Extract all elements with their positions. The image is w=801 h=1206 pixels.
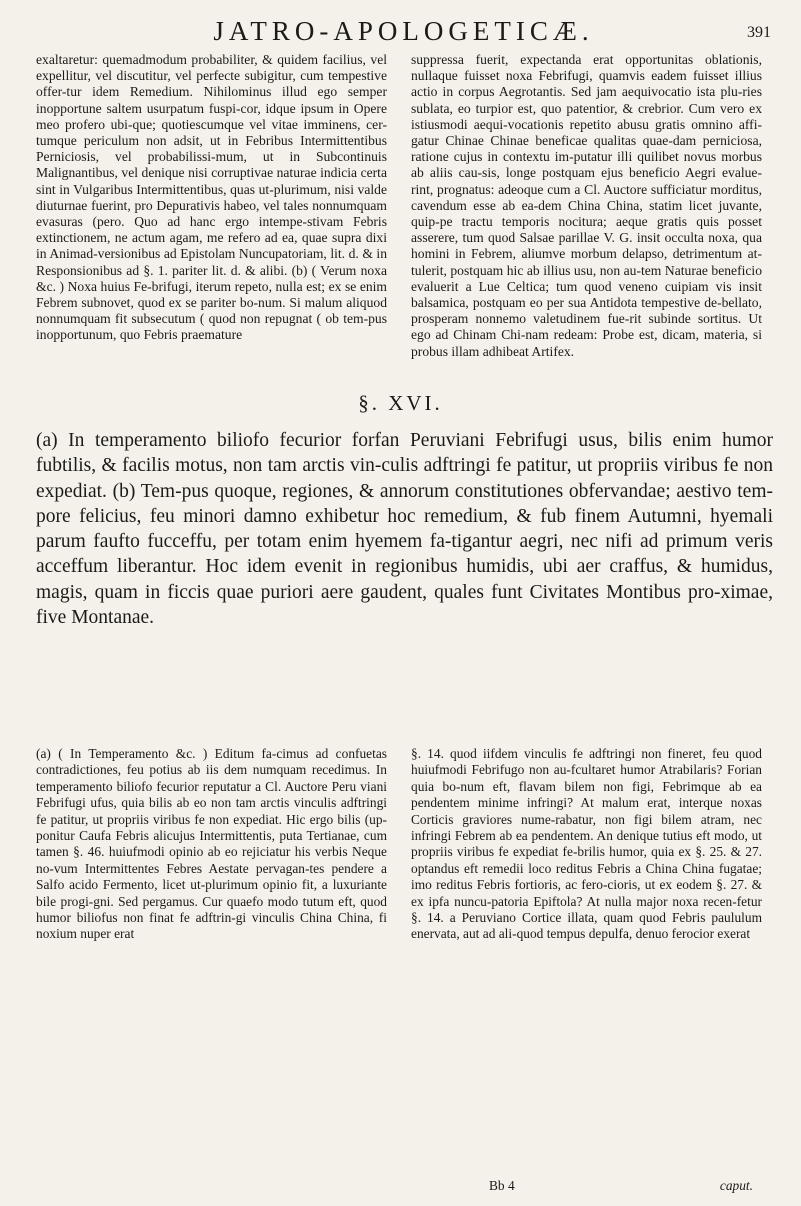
- page-number: 391: [747, 24, 771, 41]
- upper-right-text: suppressa fuerit, expectanda erat opportunitas oblationis, nullaque fuisset noxa Febrifugi, quamvis eadem fuisset illius actio in corpus Aegrotantis. Sed jam aequivocatio ista plu-ries sublata, eo turpior est, quo patentior, & crebrior. Cum vero ex istiusmodi aequi-vocationis repetito abusu gratis omnino affi-gatur Chinae Chinae beneficae qualitas quae-dam perniciosa, ratione cujus in contextu im-putatur illi quilibet novus morbus ab aliis cau-sis, longe postquam ejus beneficio Aegri evalue-rint, prognatus: adeoque cum a Cl. Auctore sufficiatur morditus, cavendum esse ab ea-dem China China, statim licet juvante, quip-pe tractu temporis nocitura; aeque gratis quis posset asserere, tum quod Salsae parillae V. G. insit occulta noxa, qua homini in Febrem, aliumve morbum delapso, detrimentum at-tulerit, postquam hic ab illius usu, non au-tem Naturae beneficio evaluerit a Lue Celtica; tum quod veneno cuipiam vis insit balsamica, postquam eo per sua Antidota tempestive de-bellato, prosperam nonnemo valetudinem fue-rit subinde sortitus. Ut ego ad Chinam Chi-nam redeam: Probe est, dicam, materia, si probus illam adhibeat Artifex.: [411, 52, 762, 359]
- upper-left-text: exaltaretur: quemadmodum probabiliter, & quidem facilius, vel expellitur, vel discutitur, vel perfecte subigitur, cum tempestive offer-tur idem Remedium. Nihilominus illud ego semper inopportune saltem usurpatum fuspi-cor, idque ipsum in Opere meo profero ubi-que; quotiescumque vel vitae imminens, cer-tumque periculum non adsit, ut in Febribus Intermittentibus Perniciosis, vel probabilissi-mum, ut in Subcontinuis Malignantibus, vel denique nisi corruptivae naturae indicia certa sint in Vulgaribus Intermittentibus, quas ut-plurimum, nisi valde diuturnae fuerint, pro Depurativis habeo, vel tales nonnumquam evasuras (pero. Quo ad hanc ergo intempe-stivam Febris extinctionem, ne actum agam, me refero ad ea, quae supra dixi in Animad-versionibus ad Epistolam Nuncupatoriam, lit. d. & in Responsionibus ad §. 1. pariter lit. d. & alibi. (b) ( Verum noxa &c. ) Noxa huius Fe-brifugi, iterum repeto, nulla est; ex se enim Febrem subnovet, quod ex se pariter bo-num. Si malum aliquod nonnumquam fit subsecutum ( quod non repugnat ( ob tem-pus inopportunum, quo Febris praemature: [36, 52, 387, 343]
- signature-mark: Bb 4: [489, 1178, 515, 1193]
- running-title: JATRO-APOLOGETICÆ.: [213, 16, 594, 46]
- lower-left-column: [36, 746, 387, 943]
- lower-left-text: (a) ( In Temperamento &c. ) Editum fa-cimus ad confuetas contradictiones, feu potius ab iis dem numquam recedimus. In temperamento biliofo fecurior reputatur a Cl. Auctore Peru viani Febrifugi ufus, quia bilis ab eo non tam arctis vinculis adftringi fe patitur, ut propriis viribus fe non expediat. Hic ergo bilis (up-ponitur Caufa Febris alicujus Intermittentis, puta Tertianae, cum tamen §. 46. huiufmodi opinio ab eo rejiciatur his verbis Neque no-vum Intermittentes Febres Aestate pervagan-tes pendere a Salfo acido Fermento, licet ut-plurimum opinio fit, a luxuriante bile progi-gni. Sed pergamus. Cur quaefo modo tutum eft, quod humor biliofus non finat fe adftrin-gi vinculis China China, fi noxium nuper erat: [36, 746, 387, 942]
- catchword: caput.: [719, 1178, 753, 1193]
- lower-right-text: §. 14. quod iifdem vinculis fe adftringi non fineret, feu quod huiufmodi Febrifugo non au-fcultaret humor Atrabilaris? Forian quia bo-num eft, flavam bilem non figi, Febrimque ab ea pendentem minime infringi? At malum erat, interque noxas Corticis graviores nume-rabatur, non figi bilem atram, nec infringi Febrem ab ea pendentem. An denique tutius eft modo, ut propriis viribus fe expediat fe-brilis humor, quia ex §. 25. & 27. optandus eft remedii loco reditus Febris a China China fugatae; imo reditus Febris fortioris, ac fero-cioris, ut ex eodem §. 27. & ex ipfa nuncu-patoria Epiftola? At nulla major noxa recen-fetur §. 14. a Peruviano Cortice illata, quam quod Febris paululum enervata, aut ad ali-quod tempus depulfa, denuo ferocior exerat: [411, 746, 762, 942]
- upper-left-column: [36, 52, 387, 344]
- main-paragraph-text: (a) In temperamento biliofo fecurior forfan Peruviani Febrifugi usus, bilis enim humor fubtilis, & facilis motus, non tam arctis vin-culis adftringi fe patitur, ut propriis viribus fe non expediat. (b) Tem-pus quoque, regiones, & annorum constitutiones obfervandae; aestivo tem-pore felicius, feu minori damno exhibetur hoc remedium, & fub finem Autumni, hyemali parum faufto fucceffu, per totam enim hyemem fa-tigantur aegri, nec nifi ad primum veris acceffum liberantur. Hoc idem evenit in regionibus humidis, ubi aer craffus, & humidus, magis, quam in ficcis quae puriori aere gaudent, quales funt Civitates Montibus pro-ximae, five Montanae.: [36, 430, 773, 629]
- section-heading: §. XVI.: [358, 391, 443, 415]
- lower-right-column: [411, 746, 762, 943]
- upper-right-column: [411, 52, 762, 360]
- running-header: [36, 14, 771, 54]
- main-paragraph: [36, 428, 773, 630]
